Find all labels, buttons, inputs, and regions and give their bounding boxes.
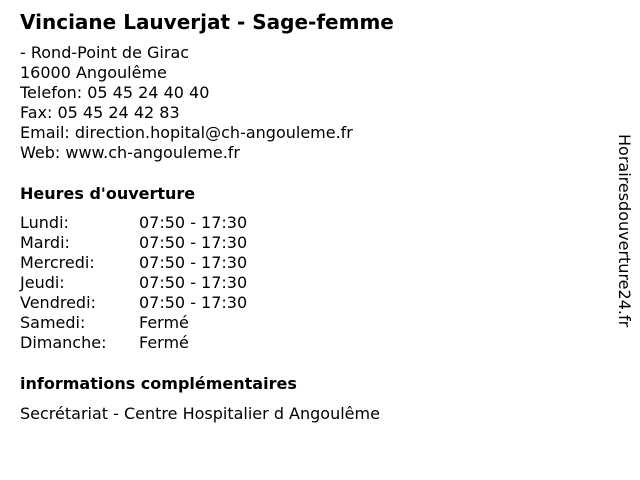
- hours-row-monday: [20, 213, 247, 233]
- email-link[interactable]: Email: direction.hopital@ch-angouleme.fr: [20, 123, 353, 142]
- hours-row-friday: [20, 293, 247, 313]
- additional-info-heading: informations complémentaires: [20, 374, 297, 393]
- hours-row-thursday: [20, 273, 247, 293]
- day-label: Jeudi:: [20, 273, 65, 292]
- hours-row-tuesday: [20, 233, 247, 253]
- hours-row-saturday: [20, 313, 247, 333]
- hours-row-wednesday: [20, 253, 247, 273]
- day-label: Mardi:: [20, 233, 70, 252]
- site-watermark: [612, 134, 636, 372]
- website-link[interactable]: Web: www.ch-angouleme.fr: [20, 143, 240, 162]
- day-label: Lundi:: [20, 213, 69, 232]
- day-hours: Fermé: [139, 313, 189, 332]
- page-title: Vinciane Lauverjat - Sage-femme: [20, 10, 394, 34]
- contact-block: [20, 43, 353, 163]
- additional-info-text: Secrétariat - Centre Hospitalier d Angoulême: [20, 404, 380, 423]
- phone-number: Telefon: 05 45 24 40 40: [20, 83, 210, 102]
- hours-row-sunday: [20, 333, 247, 353]
- address-city: 16000 Angoulême: [20, 63, 167, 82]
- day-hours: 07:50 - 17:30: [139, 253, 248, 272]
- day-label: Vendredi:: [20, 293, 96, 312]
- day-label: Samedi:: [20, 313, 86, 332]
- day-label: Mercredi:: [20, 253, 95, 272]
- opening-hours-heading: Heures d'ouverture: [20, 184, 196, 203]
- opening-hours-table: [20, 213, 247, 353]
- day-hours: 07:50 - 17:30: [139, 273, 248, 292]
- day-hours: 07:50 - 17:30: [139, 213, 248, 232]
- site-watermark-text: Horairesdouverture24.fr: [615, 134, 634, 328]
- day-hours: 07:50 - 17:30: [139, 233, 248, 252]
- day-hours: 07:50 - 17:30: [139, 293, 248, 312]
- address-street: - Rond-Point de Girac: [20, 43, 190, 62]
- day-label: Dimanche:: [20, 333, 107, 352]
- fax-number: Fax: 05 45 24 42 83: [20, 103, 180, 122]
- day-hours: Fermé: [139, 333, 189, 352]
